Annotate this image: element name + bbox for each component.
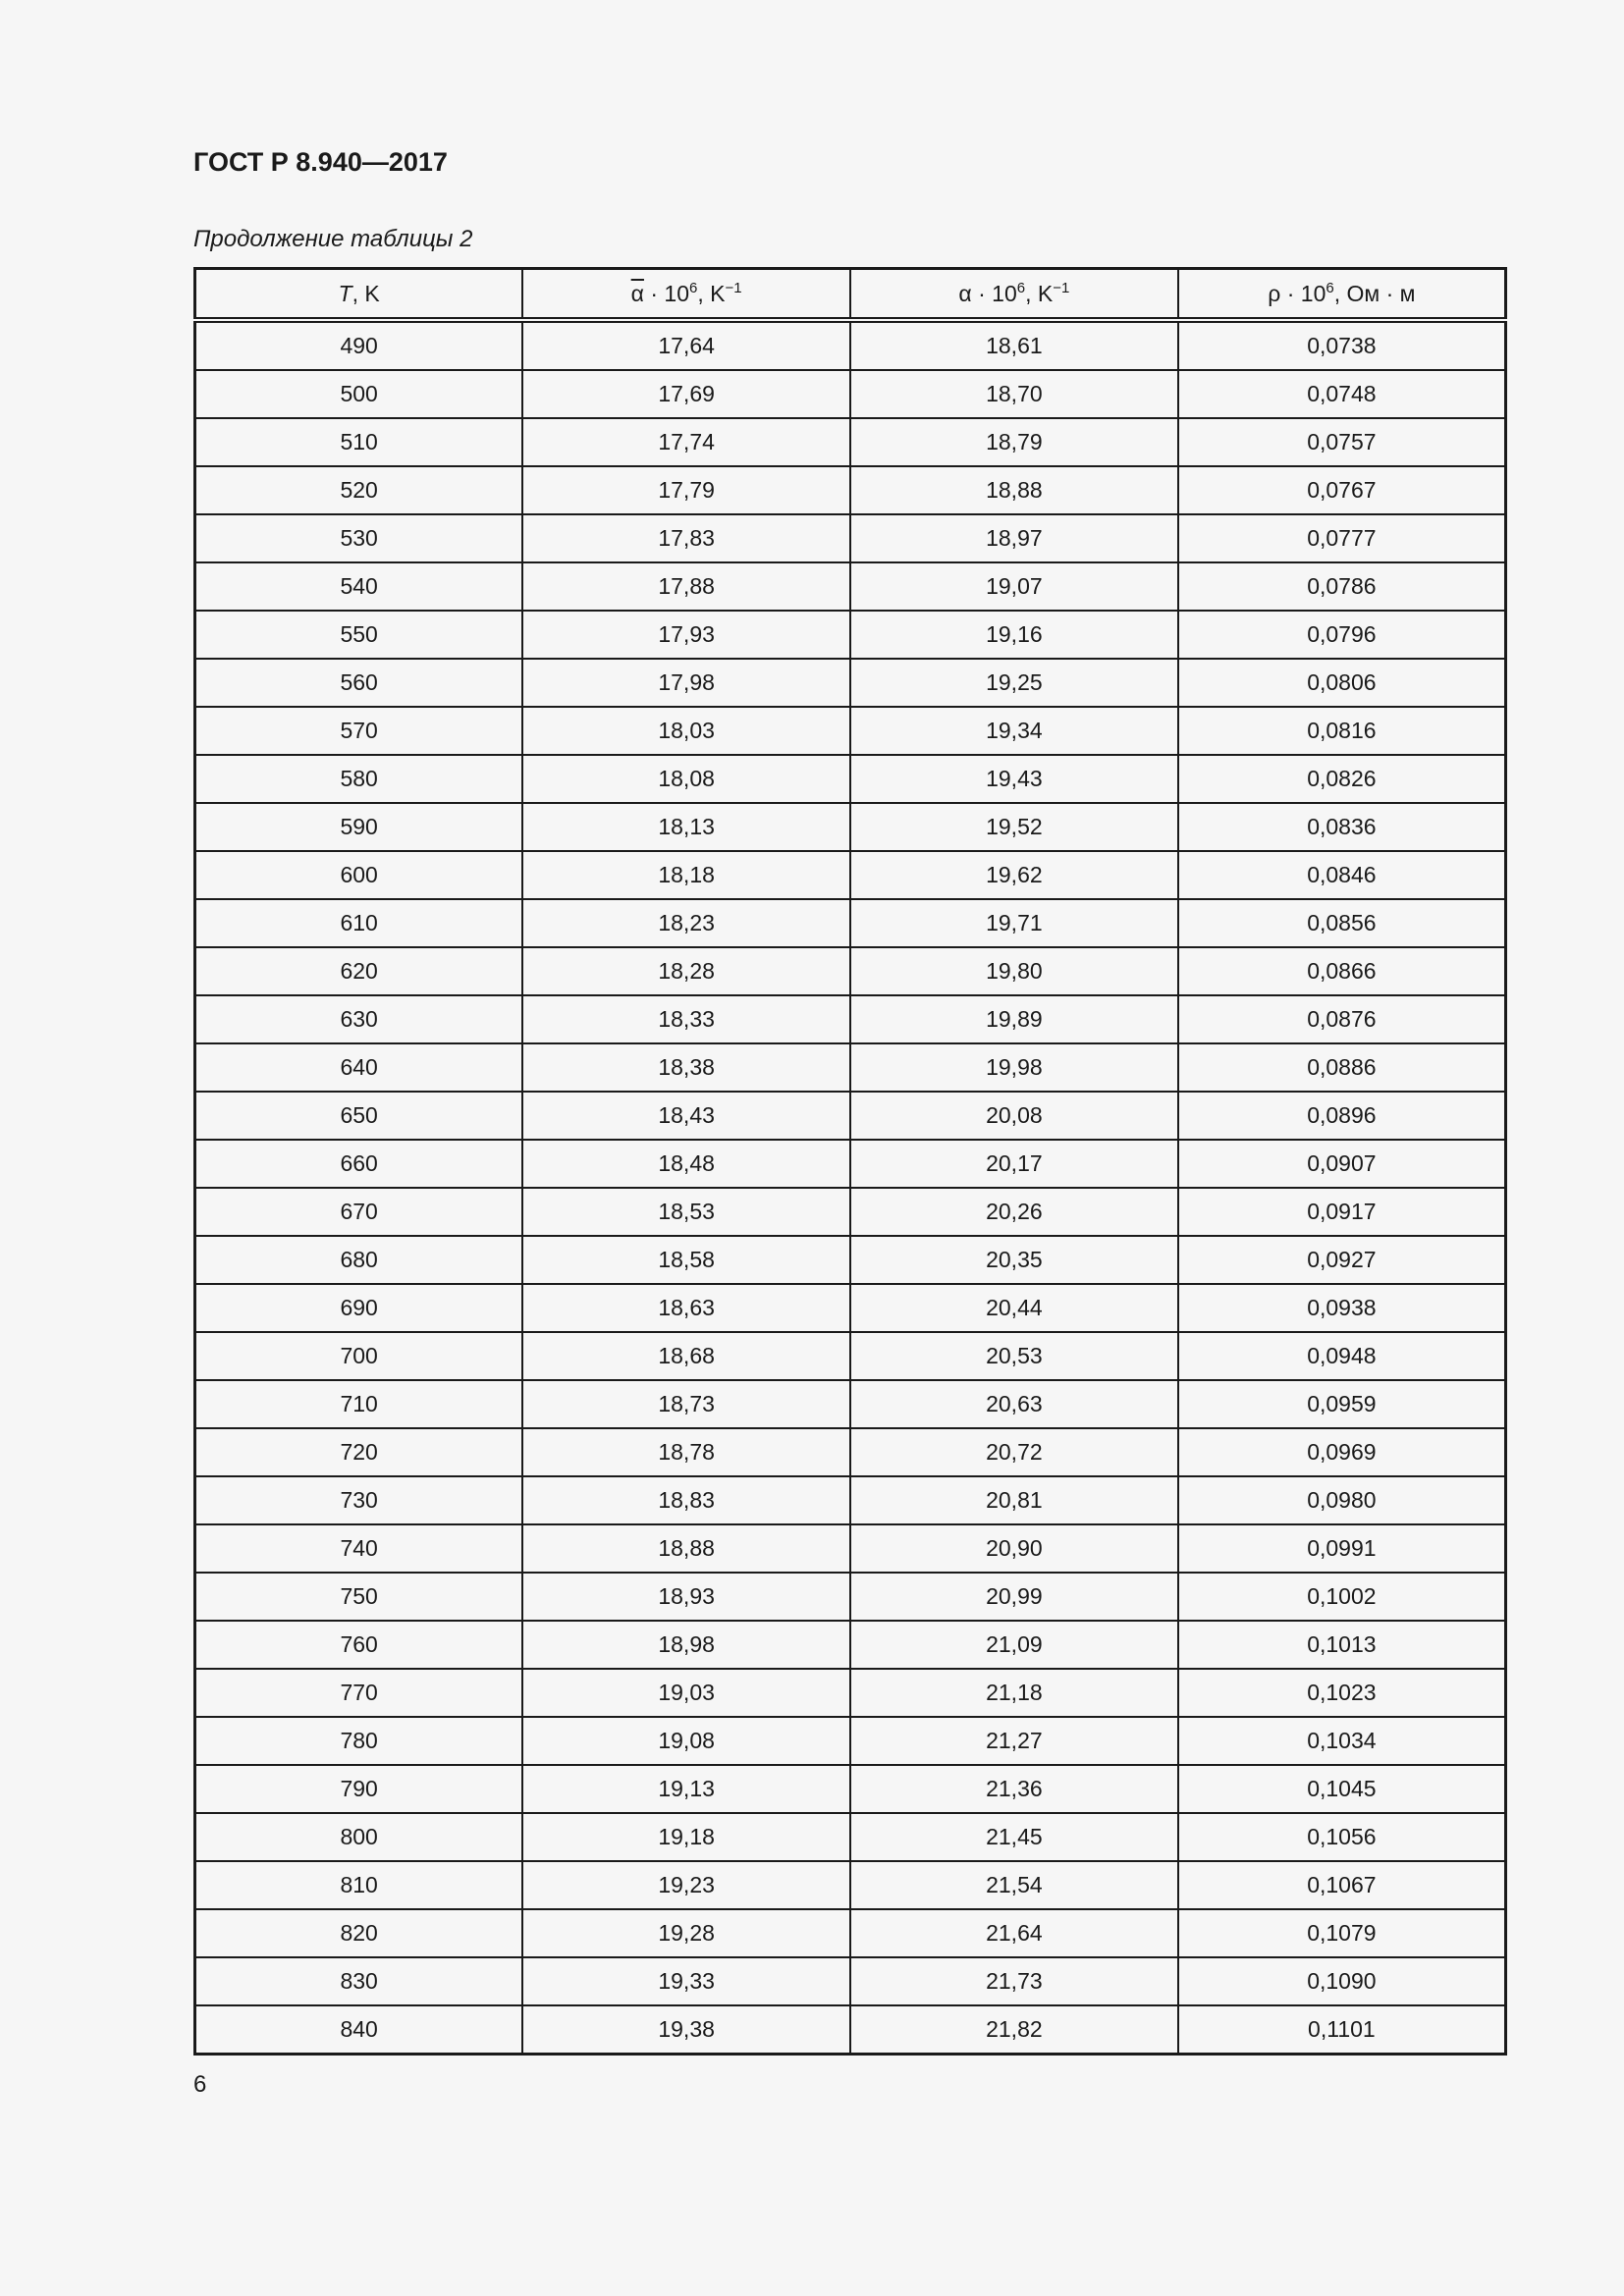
- cell-resistivity: 0,0786: [1178, 562, 1506, 611]
- table-row: [195, 1332, 1506, 1380]
- cell-resistivity: 0,1045: [1178, 1765, 1506, 1813]
- symbol-t: T: [338, 280, 352, 306]
- cell-expansion: 21,54: [850, 1861, 1178, 1909]
- table-row: [195, 899, 1506, 947]
- cell-resistivity: 0,0738: [1178, 320, 1506, 370]
- cell-mean-expansion: 17,74: [522, 418, 850, 466]
- cell-mean-expansion: 18,28: [522, 947, 850, 995]
- table-row: [195, 755, 1506, 803]
- cell-expansion: 19,98: [850, 1043, 1178, 1092]
- column-header-temperature: [195, 269, 523, 321]
- cell-temperature: 600: [195, 851, 523, 899]
- cell-mean-expansion: 18,73: [522, 1380, 850, 1428]
- table-row: [195, 803, 1506, 851]
- multiplier: · 10: [971, 280, 1017, 306]
- cell-mean-expansion: 18,18: [522, 851, 850, 899]
- cell-temperature: 720: [195, 1428, 523, 1476]
- table-row: [195, 562, 1506, 611]
- cell-resistivity: 0,0876: [1178, 995, 1506, 1043]
- cell-expansion: 21,36: [850, 1765, 1178, 1813]
- table-row: [195, 370, 1506, 418]
- table-header-row: [195, 269, 1506, 321]
- table-row: [195, 1092, 1506, 1140]
- table-row: [195, 1573, 1506, 1621]
- table-row: [195, 1236, 1506, 1284]
- cell-resistivity: 0,0777: [1178, 514, 1506, 562]
- cell-resistivity: 0,1079: [1178, 1909, 1506, 1957]
- table-row: [195, 1621, 1506, 1669]
- cell-expansion: 19,25: [850, 659, 1178, 707]
- page-number: 6: [193, 2071, 207, 2098]
- cell-mean-expansion: 18,38: [522, 1043, 850, 1092]
- table-row: [195, 1861, 1506, 1909]
- table-row: [195, 1428, 1506, 1476]
- cell-mean-expansion: 19,08: [522, 1717, 850, 1765]
- cell-expansion: 20,72: [850, 1428, 1178, 1476]
- cell-expansion: 18,70: [850, 370, 1178, 418]
- unit-exponent: −1: [725, 279, 742, 296]
- cell-mean-expansion: 18,08: [522, 755, 850, 803]
- cell-expansion: 20,81: [850, 1476, 1178, 1524]
- cell-resistivity: 0,0980: [1178, 1476, 1506, 1524]
- cell-resistivity: 0,0991: [1178, 1524, 1506, 1573]
- cell-temperature: 670: [195, 1188, 523, 1236]
- cell-temperature: 830: [195, 1957, 523, 2005]
- cell-temperature: 570: [195, 707, 523, 755]
- table-row: [195, 1380, 1506, 1428]
- cell-temperature: 820: [195, 1909, 523, 1957]
- cell-mean-expansion: 19,18: [522, 1813, 850, 1861]
- cell-resistivity: 0,1101: [1178, 2005, 1506, 2055]
- cell-resistivity: 0,0826: [1178, 755, 1506, 803]
- cell-mean-expansion: 17,88: [522, 562, 850, 611]
- table-row: [195, 659, 1506, 707]
- cell-temperature: 840: [195, 2005, 523, 2055]
- cell-expansion: 20,90: [850, 1524, 1178, 1573]
- cell-expansion: 19,62: [850, 851, 1178, 899]
- table-row: [195, 320, 1506, 370]
- table-row: [195, 1476, 1506, 1524]
- cell-resistivity: 0,1013: [1178, 1621, 1506, 1669]
- cell-temperature: 540: [195, 562, 523, 611]
- cell-mean-expansion: 18,48: [522, 1140, 850, 1188]
- exponent: 6: [689, 279, 698, 296]
- cell-resistivity: 0,1023: [1178, 1669, 1506, 1717]
- cell-temperature: 640: [195, 1043, 523, 1092]
- table-row: [195, 1765, 1506, 1813]
- symbol-alpha-mean: $\overline{\alpha}$: [630, 280, 644, 306]
- cell-mean-expansion: 18,63: [522, 1284, 850, 1332]
- cell-expansion: 20,26: [850, 1188, 1178, 1236]
- cell-expansion: 20,99: [850, 1573, 1178, 1621]
- cell-resistivity: 0,0816: [1178, 707, 1506, 755]
- cell-expansion: 19,80: [850, 947, 1178, 995]
- cell-expansion: 20,08: [850, 1092, 1178, 1140]
- cell-temperature: 790: [195, 1765, 523, 1813]
- unit: , Ом · м: [1333, 280, 1416, 306]
- cell-expansion: 21,82: [850, 2005, 1178, 2055]
- cell-expansion: 19,71: [850, 899, 1178, 947]
- cell-temperature: 580: [195, 755, 523, 803]
- cell-temperature: 730: [195, 1476, 523, 1524]
- cell-temperature: 510: [195, 418, 523, 466]
- cell-temperature: 590: [195, 803, 523, 851]
- cell-mean-expansion: 18,23: [522, 899, 850, 947]
- exponent: 6: [1016, 279, 1026, 296]
- cell-resistivity: 0,0907: [1178, 1140, 1506, 1188]
- cell-temperature: 680: [195, 1236, 523, 1284]
- cell-mean-expansion: 17,79: [522, 466, 850, 514]
- table-row: [195, 1717, 1506, 1765]
- table-row: [195, 611, 1506, 659]
- cell-temperature: 650: [195, 1092, 523, 1140]
- unit: , K: [1025, 280, 1054, 306]
- cell-mean-expansion: 19,23: [522, 1861, 850, 1909]
- cell-temperature: 800: [195, 1813, 523, 1861]
- multiplier: · 10: [643, 280, 689, 306]
- cell-temperature: 690: [195, 1284, 523, 1332]
- cell-mean-expansion: 18,13: [522, 803, 850, 851]
- cell-temperature: 520: [195, 466, 523, 514]
- cell-resistivity: 0,0969: [1178, 1428, 1506, 1476]
- cell-temperature: 750: [195, 1573, 523, 1621]
- cell-temperature: 610: [195, 899, 523, 947]
- table-row: [195, 1669, 1506, 1717]
- table-row: [195, 851, 1506, 899]
- cell-expansion: 20,35: [850, 1236, 1178, 1284]
- unit: , K: [697, 280, 726, 306]
- column-header-resistivity: [1178, 269, 1506, 321]
- cell-expansion: 18,61: [850, 320, 1178, 370]
- cell-expansion: 21,27: [850, 1717, 1178, 1765]
- column-header-expansion: [850, 269, 1178, 321]
- cell-temperature: 740: [195, 1524, 523, 1573]
- cell-mean-expansion: 18,78: [522, 1428, 850, 1476]
- cell-expansion: 21,18: [850, 1669, 1178, 1717]
- document-title: ГОСТ Р 8.940—2017: [193, 147, 448, 177]
- cell-temperature: 700: [195, 1332, 523, 1380]
- table-row: [195, 1140, 1506, 1188]
- cell-temperature: 490: [195, 320, 523, 370]
- cell-resistivity: 0,0846: [1178, 851, 1506, 899]
- cell-resistivity: 0,0796: [1178, 611, 1506, 659]
- cell-resistivity: 0,0836: [1178, 803, 1506, 851]
- table-row: [195, 947, 1506, 995]
- cell-temperature: 780: [195, 1717, 523, 1765]
- table-row: [195, 1813, 1506, 1861]
- cell-expansion: 19,43: [850, 755, 1178, 803]
- table-row: [195, 1524, 1506, 1573]
- cell-mean-expansion: 18,43: [522, 1092, 850, 1140]
- cell-resistivity: 0,1090: [1178, 1957, 1506, 2005]
- cell-expansion: 18,97: [850, 514, 1178, 562]
- cell-mean-expansion: 19,33: [522, 1957, 850, 2005]
- table-row: [195, 1043, 1506, 1092]
- cell-resistivity: 0,1067: [1178, 1861, 1506, 1909]
- table-row: [195, 514, 1506, 562]
- cell-mean-expansion: 17,69: [522, 370, 850, 418]
- cell-mean-expansion: 19,38: [522, 2005, 850, 2055]
- cell-mean-expansion: 17,83: [522, 514, 850, 562]
- cell-resistivity: 0,1056: [1178, 1813, 1506, 1861]
- cell-resistivity: 0,0806: [1178, 659, 1506, 707]
- symbol-rho: ρ: [1268, 280, 1281, 306]
- cell-expansion: 19,34: [850, 707, 1178, 755]
- cell-mean-expansion: 18,83: [522, 1476, 850, 1524]
- cell-resistivity: 0,0748: [1178, 370, 1506, 418]
- cell-expansion: 21,09: [850, 1621, 1178, 1669]
- cell-resistivity: 0,0866: [1178, 947, 1506, 995]
- cell-resistivity: 0,0856: [1178, 899, 1506, 947]
- cell-mean-expansion: 18,03: [522, 707, 850, 755]
- table-row: [195, 1284, 1506, 1332]
- unit: , K: [352, 280, 380, 306]
- unit-exponent: −1: [1053, 279, 1070, 296]
- cell-resistivity: 0,0757: [1178, 418, 1506, 466]
- table-row: [195, 1909, 1506, 1957]
- exponent: 6: [1326, 279, 1334, 296]
- cell-temperature: 760: [195, 1621, 523, 1669]
- table-row: [195, 1188, 1506, 1236]
- column-header-mean-expansion: [522, 269, 850, 321]
- cell-mean-expansion: 18,58: [522, 1236, 850, 1284]
- table-caption: Продолжение таблицы 2: [193, 226, 473, 252]
- cell-temperature: 500: [195, 370, 523, 418]
- cell-temperature: 660: [195, 1140, 523, 1188]
- cell-mean-expansion: 19,03: [522, 1669, 850, 1717]
- cell-temperature: 770: [195, 1669, 523, 1717]
- cell-expansion: 18,79: [850, 418, 1178, 466]
- cell-mean-expansion: 19,28: [522, 1909, 850, 1957]
- cell-resistivity: 0,0917: [1178, 1188, 1506, 1236]
- cell-mean-expansion: 18,88: [522, 1524, 850, 1573]
- cell-expansion: 18,88: [850, 466, 1178, 514]
- table-row: [195, 995, 1506, 1043]
- cell-mean-expansion: 17,93: [522, 611, 850, 659]
- cell-resistivity: 0,0767: [1178, 466, 1506, 514]
- cell-mean-expansion: 17,98: [522, 659, 850, 707]
- symbol-alpha: α: [958, 280, 972, 306]
- cell-expansion: 19,16: [850, 611, 1178, 659]
- cell-mean-expansion: 18,68: [522, 1332, 850, 1380]
- cell-expansion: 19,07: [850, 562, 1178, 611]
- cell-expansion: 21,45: [850, 1813, 1178, 1861]
- cell-resistivity: 0,0948: [1178, 1332, 1506, 1380]
- table-row: [195, 466, 1506, 514]
- cell-expansion: 20,53: [850, 1332, 1178, 1380]
- cell-temperature: 560: [195, 659, 523, 707]
- cell-mean-expansion: 18,33: [522, 995, 850, 1043]
- cell-resistivity: 0,0886: [1178, 1043, 1506, 1092]
- table-row: [195, 418, 1506, 466]
- cell-temperature: 810: [195, 1861, 523, 1909]
- cell-resistivity: 0,0896: [1178, 1092, 1506, 1140]
- data-table: [193, 267, 1507, 2056]
- cell-temperature: 550: [195, 611, 523, 659]
- cell-expansion: 21,73: [850, 1957, 1178, 2005]
- table-row: [195, 2005, 1506, 2055]
- cell-expansion: 20,63: [850, 1380, 1178, 1428]
- cell-expansion: 21,64: [850, 1909, 1178, 1957]
- cell-temperature: 630: [195, 995, 523, 1043]
- cell-temperature: 710: [195, 1380, 523, 1428]
- cell-mean-expansion: 19,13: [522, 1765, 850, 1813]
- cell-mean-expansion: 18,93: [522, 1573, 850, 1621]
- table-row: [195, 707, 1506, 755]
- cell-resistivity: 0,1034: [1178, 1717, 1506, 1765]
- table-row: [195, 1957, 1506, 2005]
- cell-resistivity: 0,1002: [1178, 1573, 1506, 1621]
- cell-expansion: 20,44: [850, 1284, 1178, 1332]
- cell-expansion: 19,52: [850, 803, 1178, 851]
- cell-expansion: 20,17: [850, 1140, 1178, 1188]
- cell-temperature: 620: [195, 947, 523, 995]
- cell-resistivity: 0,0959: [1178, 1380, 1506, 1428]
- multiplier: · 10: [1280, 280, 1326, 306]
- cell-mean-expansion: 17,64: [522, 320, 850, 370]
- cell-mean-expansion: 18,98: [522, 1621, 850, 1669]
- cell-expansion: 19,89: [850, 995, 1178, 1043]
- cell-resistivity: 0,0938: [1178, 1284, 1506, 1332]
- table-body: [195, 320, 1506, 2055]
- cell-mean-expansion: 18,53: [522, 1188, 850, 1236]
- cell-temperature: 530: [195, 514, 523, 562]
- cell-resistivity: 0,0927: [1178, 1236, 1506, 1284]
